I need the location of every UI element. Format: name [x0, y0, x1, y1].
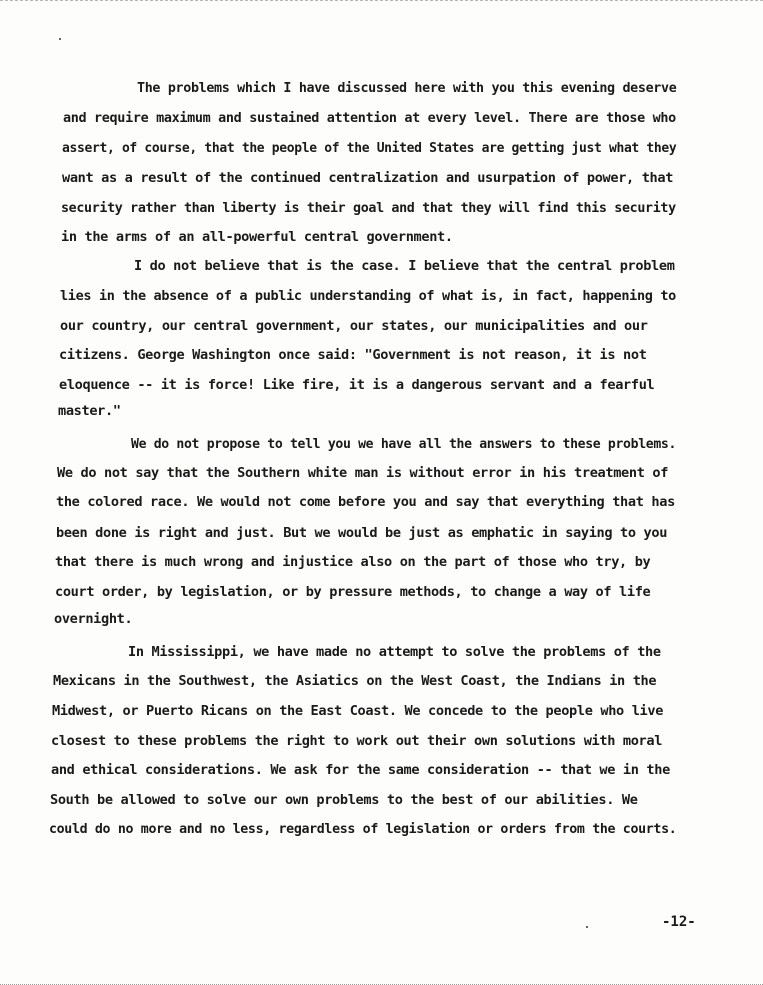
text-line: citizens. George Washington once said: "Government is not reason, it is not	[59, 347, 647, 363]
text-line: overnight.	[54, 611, 133, 627]
text-line: court order, by legislation, or by pressure methods, to change a way of life	[55, 584, 651, 600]
text-line: closest to these problems the right to work out their own solutions with moral	[51, 733, 663, 749]
text-line: Mexicans in the Southwest, the Asiatics on the West Coast, the Indians in the	[53, 673, 657, 689]
text-line: We do not say that the Southern white man is without error in his treatment of	[57, 465, 669, 481]
text-line: lies in the absence of a public understanding of what is, in fact, happening to	[60, 288, 676, 304]
text-line: I do not believe that is the case. I believe that the central problem	[134, 258, 675, 274]
text-line: and ethical considerations. We ask for the same consideration -- that we in the	[51, 762, 670, 778]
text-line: want as a result of the continued centralization and usurpation of power, that	[62, 170, 674, 186]
text-line: in the arms of an all-powerful central government.	[61, 229, 453, 245]
text-line: and require maximum and sustained attention at every level. There are those who	[63, 110, 676, 126]
page-top-edge	[0, 0, 763, 5]
text-line: We do not propose to tell you we have all the answers to these problems.	[131, 436, 677, 452]
scan-speck	[59, 38, 61, 40]
text-line: South be allowed to solve our own problems to the best of our abilities. We	[50, 792, 638, 808]
text-line: Midwest, or Puerto Ricans on the East Coast. We concede to the people who live	[52, 703, 664, 719]
text-line: our country, our central government, our states, our municipalities and our	[60, 318, 648, 334]
text-line: master."	[58, 403, 121, 419]
text-line: could do no more and no less, regardless of legislation or orders from the courts.	[49, 821, 677, 837]
page-number: -12-	[662, 914, 696, 930]
page-bottom-edge	[0, 978, 763, 985]
text-line: the colored race. We would not come before you and say that everything that has	[56, 494, 675, 510]
text-line: that there is much wrong and injustice also on the part of those who try, by	[55, 554, 651, 570]
text-line: The problems which I have discussed here with you this evening deserve	[137, 80, 677, 96]
text-line: assert, of course, that the people of the United States are getting just what they	[62, 140, 677, 156]
text-line: security rather than liberty is their goal and that they will find this security	[61, 200, 676, 216]
text-line: eloquence -- it is force! Like fire, it is a dangerous servant and a fearful	[59, 377, 655, 393]
scan-speck	[586, 926, 588, 928]
text-line: been done is right and just. But we would be just as emphatic in saying to you	[56, 525, 668, 541]
text-line: In Mississippi, we have made no attempt to solve the problems of the	[128, 644, 661, 660]
